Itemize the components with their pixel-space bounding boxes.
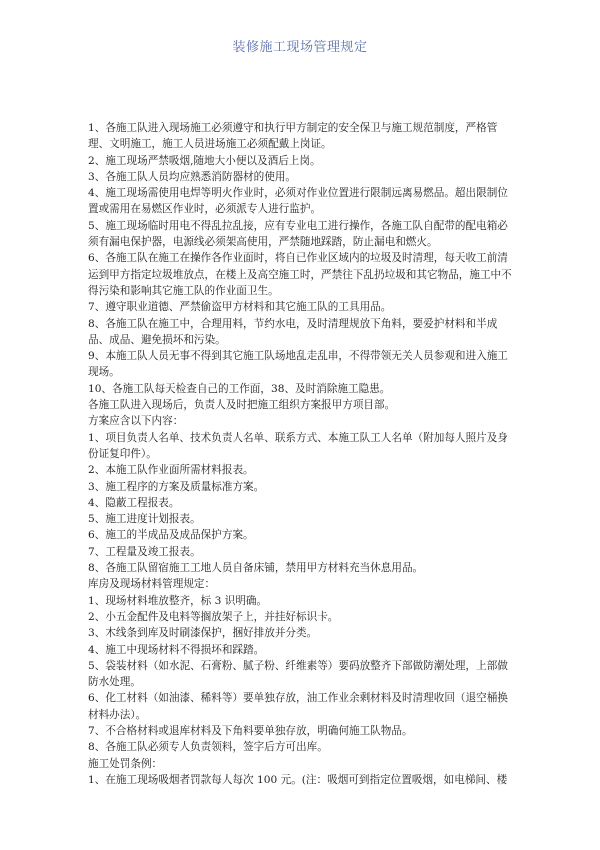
- document-paragraph: 3、各施工队人员均应熟悉消防器材的使用。: [88, 170, 297, 183]
- document-paragraph: 7、不合格材料或退库材料及下角料要单独存放，明确何施工队物品。: [88, 724, 413, 737]
- document-paragraph: 各施工队进入现场后，负责人及时把施工组织方案报甲方项目部。: [88, 399, 396, 412]
- document-paragraph: 8、各施工队留宿施工工地人员自备床铺，禁用甲方材料充当休息用品。: [88, 562, 424, 575]
- document-paragraph: 2、本施工队作业面所需材料报表。: [88, 464, 254, 477]
- document-paragraph: 7、工程量及竣工报表。: [88, 545, 201, 558]
- document-paragraph: 6、各施工队在施工在操作各作业面时，将自已作业区域内的垃圾及时清理，每天收工前清运到甲方指定垃圾堆放点，在楼上及高空施工时，严禁往下乱扔垃圾和其它物品，施工中不得污染和影响其它施工队的作业面卫生。: [88, 252, 512, 297]
- document-paragraph: 4、施工现场需使用电焊等明火作业时，必须对作业位置进行限制远离易燃品。超出限制位置或需用在易燃区作业时，必须派专人进行监护。: [88, 187, 508, 216]
- document-paragraph: 3、木线条到库及时刷漆保护，捆好排放并分类。: [88, 627, 318, 640]
- document-paragraph: 7、遵守职业道德、严禁偷盗甲方材料和其它施工队的工具用品。: [88, 301, 392, 314]
- document-title: 装修施工现场管理规定: [232, 40, 368, 55]
- document-paragraph: 库房及现场材料管理规定：: [88, 578, 216, 591]
- document-paragraph: 1、在施工现场吸烟者罚款每人每次 100 元。(注：吸烟可到指定位置吸烟，如电梯间、楼: [88, 773, 508, 786]
- document-paragraph: 10、各施工队每天检查自己的工作面，38、及时消除施工隐患。: [88, 382, 391, 395]
- document-paragraph: 施工处罚条例：: [88, 757, 163, 770]
- document-paragraph: 3、施工程序的方案及质量标准方案。: [88, 480, 265, 493]
- document-paragraph: 1、项目负责人名单、技术负责人名单、联系方式、本施工队工人名单（附加每人照片及身份证复印件）。: [88, 431, 508, 460]
- document-paragraph: 9、本施工队人员无事不得到其它施工队场地乱走乱串，不得带领无关人员参观和进入施工现场。: [88, 350, 508, 379]
- document-paragraph: 6、化工材料（如油漆、稀料等）要单独存放，油工作业余剩材料及时清理收回（退空桶换材料办法）。: [88, 692, 508, 721]
- document-paragraph: 2、小五金配件及电料等搁放架子上，并挂好标识卡。: [88, 610, 339, 623]
- document-paragraph: 6、施工的半成品及成品保护方案。: [88, 529, 254, 542]
- document-body: [88, 120, 518, 788]
- document-paragraph: 1、各施工队进入现场施工必须遵守和执行甲方制定的安全保卫与施工规范制度，严格管理、文明施工，施工人员进场施工必须配戴上岗证。: [88, 122, 498, 151]
- document-paragraph: 4、施工中现场材料不得损坏和踩踏。: [88, 643, 265, 656]
- document-paragraph: 8、各施工队在施工中，合理用料，节约水电，及时清理规放下角料，要爱护材料和半成品、成品、避免损坏和污染。: [88, 317, 498, 346]
- document-paragraph: 5、施工进度计划报表。: [88, 513, 201, 526]
- document-paragraph: 8、各施工队必须专人负责领料，签字后方可出库。: [88, 741, 328, 754]
- document-paragraph: 5、袋装材料（如水泥、石膏粉、腻子粉、纤维素等）要码放整齐下部做防潮处理，上部做防水处理。: [88, 659, 508, 689]
- document-paragraph: 方案应含以下内容：: [88, 415, 184, 428]
- document-paragraph: 4、隐蔽工程报表。: [88, 496, 180, 509]
- document-paragraph: 2、施工现场严禁吸烟,随地大小便以及酒后上岗。: [88, 154, 321, 167]
- document-paragraph: 5、施工现场临时用电不得乱拉乱接，应有专业电工进行操作，各施工队自配带的配电箱必须有漏电保护器，电源线必须架高使用，严禁随地踩踏，防止漏电和燃火。: [88, 219, 508, 249]
- document-paragraph: 1、现场材料堆放整齐，标 3 识明确。: [88, 594, 268, 607]
